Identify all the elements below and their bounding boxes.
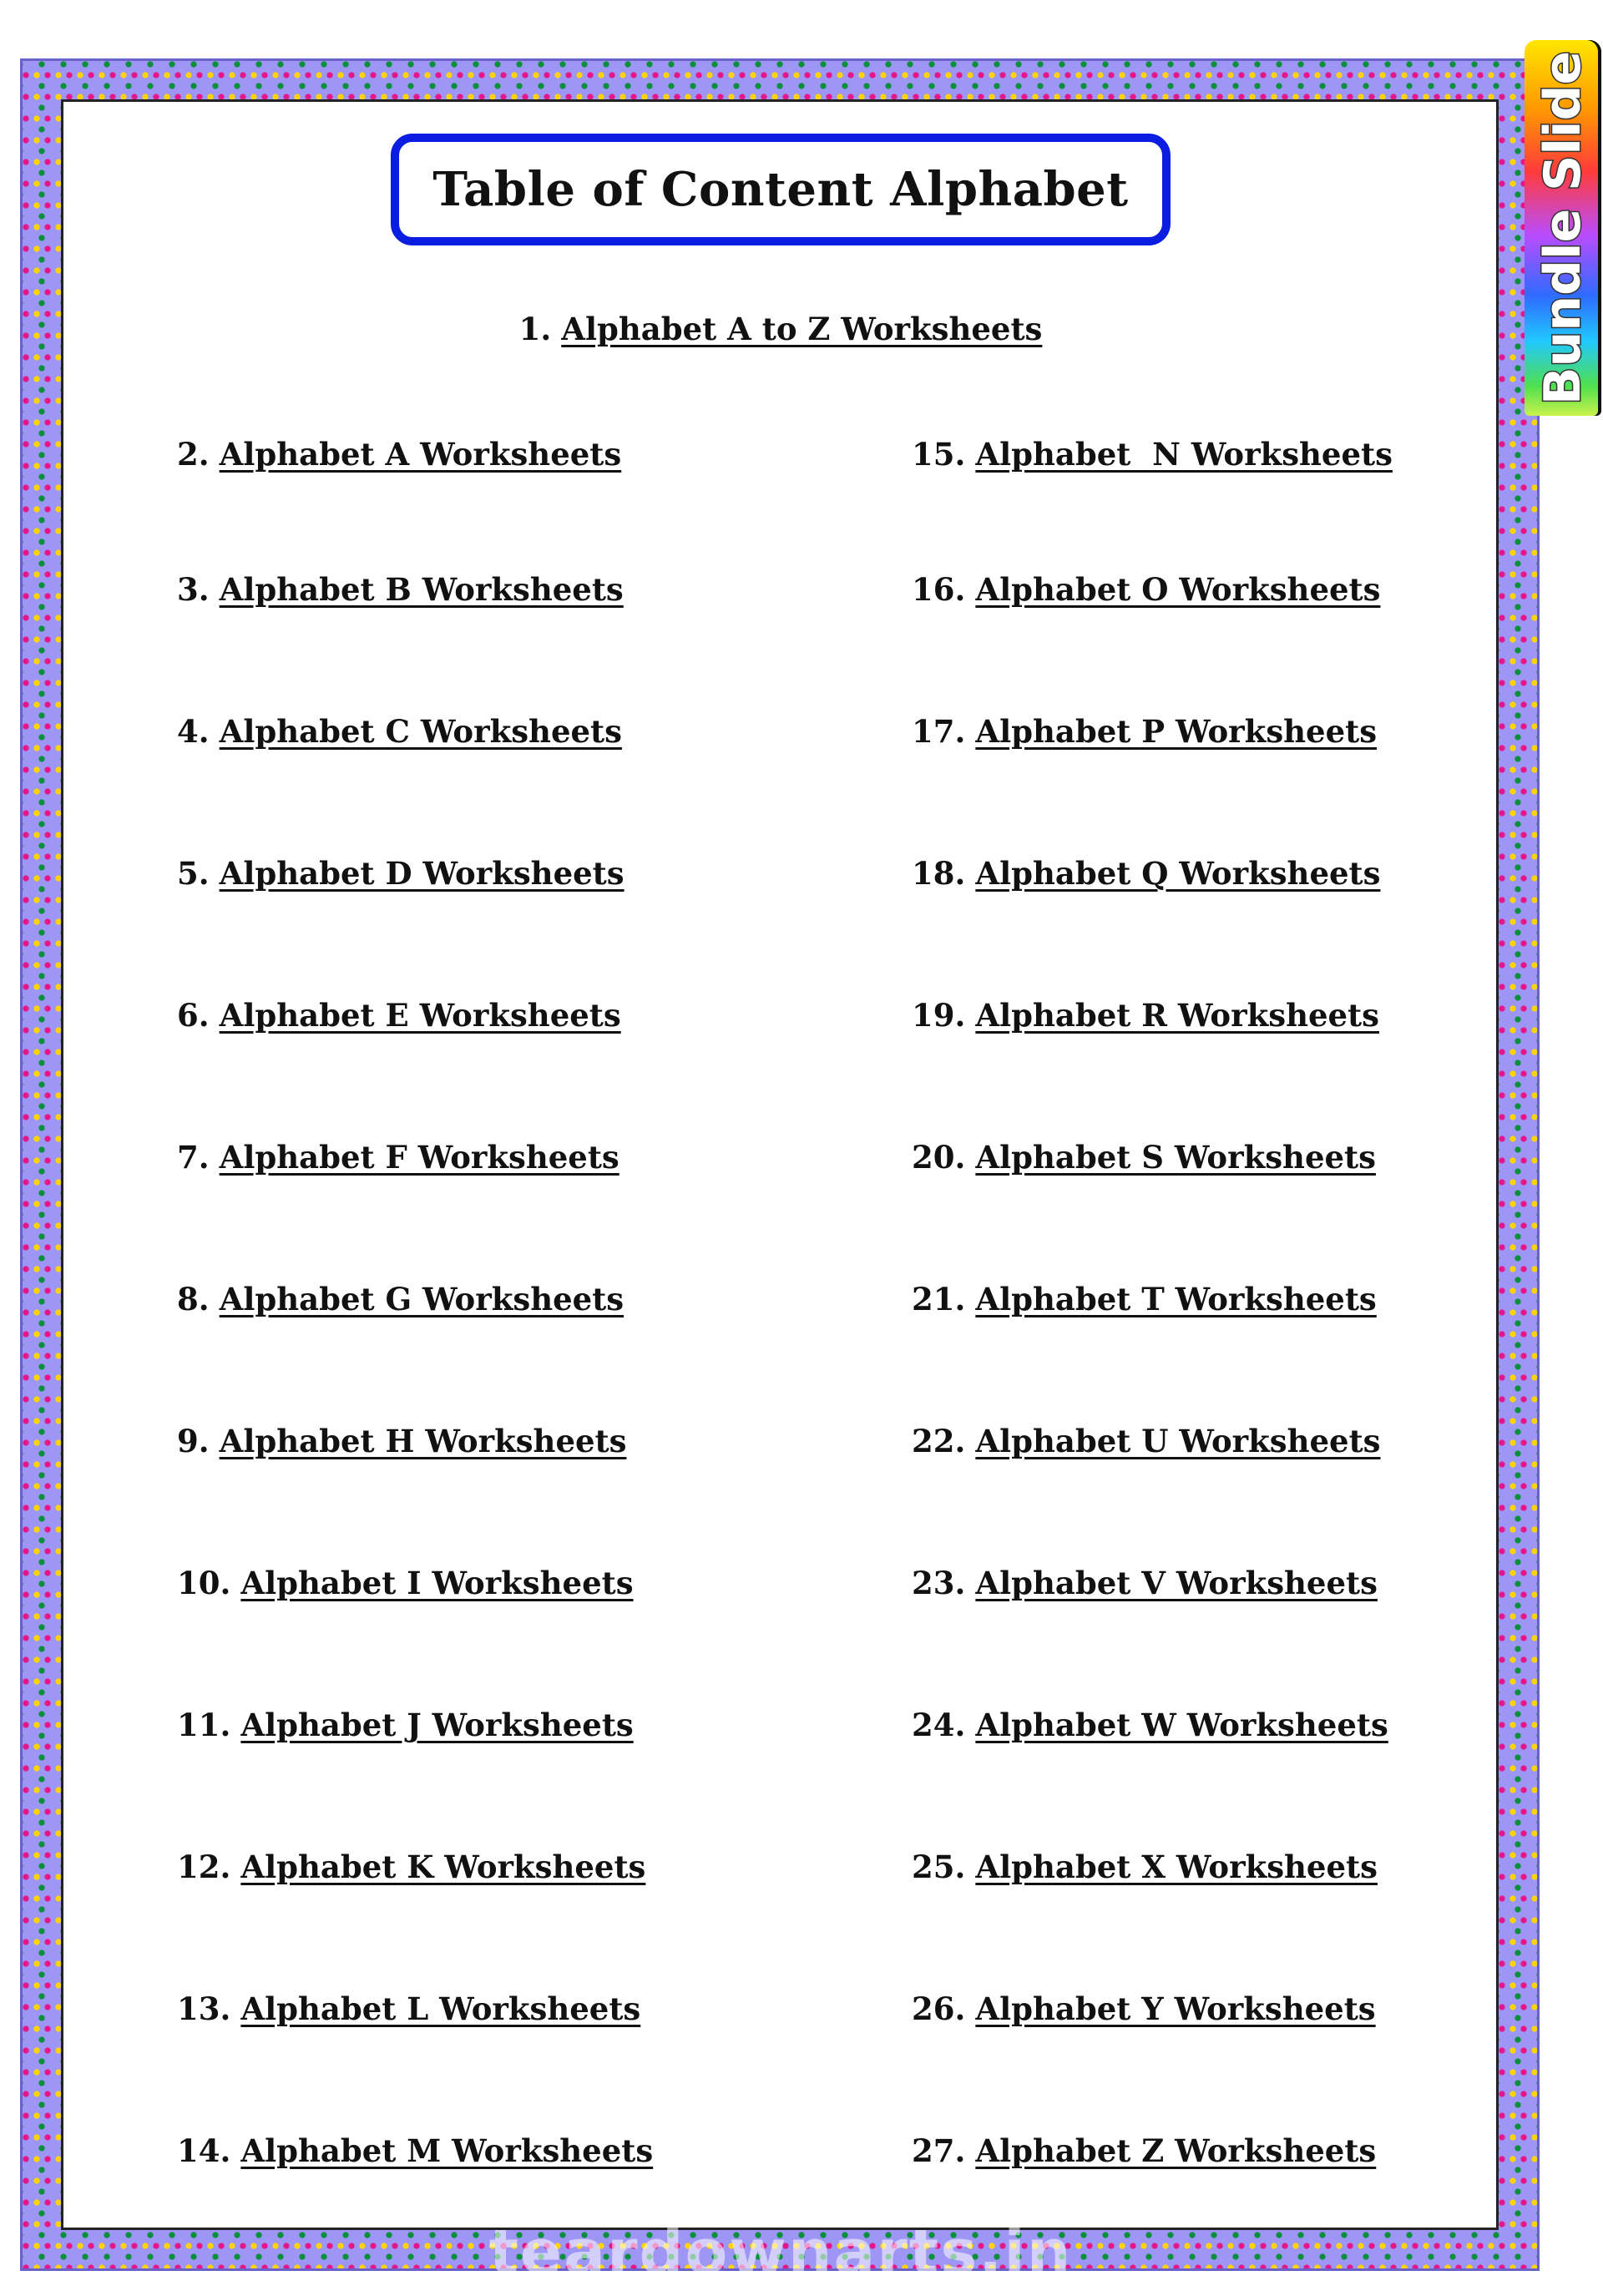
toc-link[interactable]: Alphabet J Worksheets: [240, 1707, 634, 1743]
toc-number: 15.: [912, 436, 966, 473]
toc-entry-20: [912, 1139, 1376, 1176]
toc-number: 22.: [912, 1423, 966, 1459]
toc-number: 16.: [912, 571, 966, 608]
toc-link[interactable]: Alphabet Z Worksheets: [975, 2132, 1377, 2169]
toc-entry-9: [177, 1423, 626, 1459]
toc-entry-18: [912, 855, 1380, 892]
toc-entry-6: [177, 997, 621, 1034]
toc-entry-15: [912, 436, 1393, 473]
toc-number: 18.: [912, 855, 966, 892]
toc-number: 17.: [912, 713, 966, 750]
toc-link[interactable]: Alphabet E Worksheets: [219, 997, 621, 1034]
toc-entry-7: [177, 1139, 619, 1176]
toc-link[interactable]: Alphabet X Worksheets: [975, 1848, 1378, 1885]
page-title: Table of Content Alphabet: [432, 162, 1129, 217]
toc-number: 11.: [177, 1707, 231, 1743]
toc-link[interactable]: Alphabet U Worksheets: [975, 1423, 1381, 1459]
toc-link[interactable]: Alphabet H Worksheets: [219, 1423, 627, 1459]
toc-number: 6.: [177, 997, 210, 1034]
toc-link[interactable]: Alphabet S Worksheets: [975, 1139, 1376, 1176]
toc-number: 23.: [912, 1565, 966, 1601]
toc-entry-27: [912, 2132, 1376, 2169]
toc-number: 21.: [912, 1281, 966, 1317]
toc-link[interactable]: Alphabet A Worksheets: [219, 436, 622, 473]
toc-link[interactable]: Alphabet Q Worksheets: [975, 855, 1381, 892]
toc-entry-1: [0, 311, 1561, 347]
toc-entry-22: [912, 1423, 1381, 1459]
toc-entry-4: [177, 713, 622, 750]
toc-link[interactable]: Alphabet L Worksheets: [240, 1990, 641, 2027]
toc-entry-24: [912, 1707, 1388, 1743]
toc-link[interactable]: Alphabet N Worksheets: [975, 436, 1393, 473]
bundle-slide-label: Bundle Slide: [1534, 50, 1592, 406]
toc-link[interactable]: Alphabet R Worksheets: [975, 997, 1379, 1034]
toc-number: 24.: [912, 1707, 966, 1743]
toc-number: 2.: [177, 436, 210, 473]
title-box: [391, 134, 1171, 245]
toc-number: 7.: [177, 1139, 210, 1176]
toc-link[interactable]: Alphabet O Worksheets: [975, 571, 1381, 608]
toc-link[interactable]: Alphabet G Worksheets: [219, 1281, 625, 1317]
toc-entry-5: [177, 855, 625, 892]
toc-entry-11: [177, 1707, 634, 1743]
toc-entry-23: [912, 1565, 1378, 1601]
toc-entry-12: [177, 1848, 645, 1885]
toc-entry-19: [912, 997, 1379, 1034]
toc-link[interactable]: Alphabet A to Z Worksheets: [561, 311, 1043, 347]
toc-number: 13.: [177, 1990, 231, 2027]
toc-number: 25.: [912, 1848, 966, 1885]
toc-link[interactable]: Alphabet C Worksheets: [219, 713, 622, 750]
toc-link[interactable]: Alphabet F Worksheets: [219, 1139, 619, 1176]
toc-number: 5.: [177, 855, 210, 892]
toc-entry-17: [912, 713, 1377, 750]
toc-link[interactable]: Alphabet Y Worksheets: [975, 1990, 1376, 2027]
toc-number: 14.: [177, 2132, 231, 2169]
toc-link[interactable]: Alphabet K Worksheets: [240, 1848, 646, 1885]
toc-number: 4.: [177, 713, 210, 750]
toc-entry-13: [177, 1990, 640, 2027]
toc-number: 19.: [912, 997, 966, 1034]
toc-entry-16: [912, 571, 1380, 608]
toc-entry-25: [912, 1848, 1378, 1885]
toc-number: 10.: [177, 1565, 231, 1601]
toc-number: 8.: [177, 1281, 210, 1317]
toc-link[interactable]: Alphabet I Worksheets: [240, 1565, 634, 1601]
watermark: teardownarts.in: [488, 2217, 1073, 2288]
toc-entry-10: [177, 1565, 634, 1601]
toc-link[interactable]: Alphabet D Worksheets: [219, 855, 625, 892]
toc-number: 20.: [912, 1139, 966, 1176]
toc-link[interactable]: Alphabet B Worksheets: [219, 571, 624, 608]
toc-number: 1.: [518, 311, 552, 347]
toc-number: 3.: [177, 571, 210, 608]
toc-entry-2: [177, 436, 621, 473]
toc-number: 26.: [912, 1990, 966, 2027]
toc-number: 27.: [912, 2132, 966, 2169]
toc-link[interactable]: Alphabet T Worksheets: [975, 1281, 1377, 1317]
toc-link[interactable]: Alphabet P Worksheets: [975, 713, 1378, 750]
bundle-slide-tab[interactable]: [1525, 40, 1601, 416]
toc-entry-8: [177, 1281, 624, 1317]
toc-entry-21: [912, 1281, 1377, 1317]
toc-entry-26: [912, 1990, 1376, 2027]
toc-number: 12.: [177, 1848, 231, 1885]
toc-entry-14: [177, 2132, 653, 2169]
toc-link[interactable]: Alphabet V Worksheets: [975, 1565, 1378, 1601]
toc-number: 9.: [177, 1423, 210, 1459]
toc-link[interactable]: Alphabet W Worksheets: [975, 1707, 1388, 1743]
toc-entry-3: [177, 571, 624, 608]
toc-link[interactable]: Alphabet M Worksheets: [240, 2132, 654, 2169]
